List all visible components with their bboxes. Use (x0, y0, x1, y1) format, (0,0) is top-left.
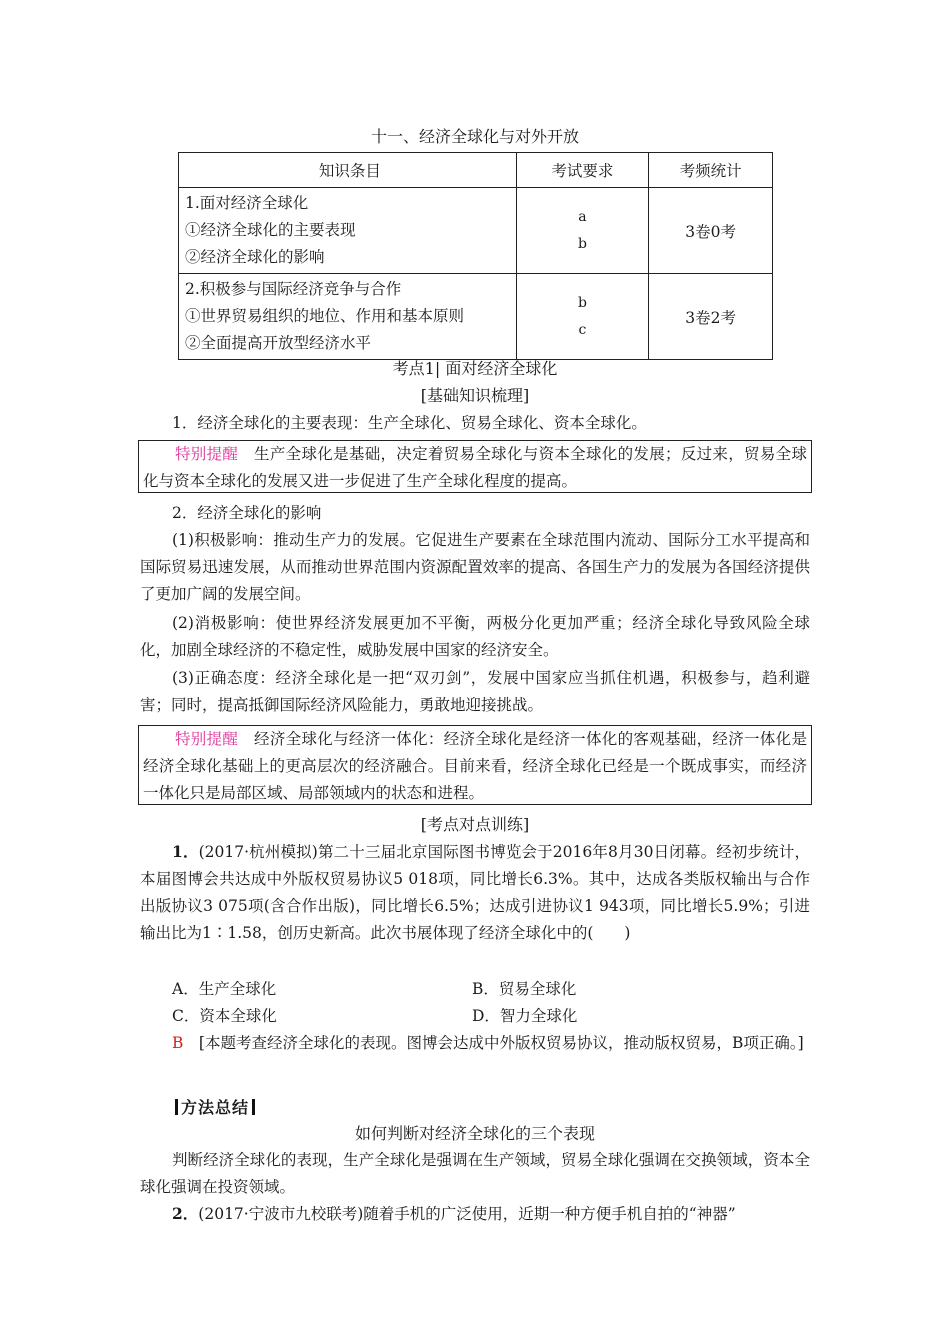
question-number: 1． (172, 842, 199, 861)
question-source: (2017·宁波市九校联考) (198, 1205, 364, 1223)
tip-box-1 (138, 440, 812, 493)
knowledge-table (178, 152, 773, 360)
table-cell-requirements (516, 274, 649, 360)
training-heading: [考点对点训练] (420, 815, 530, 834)
table-item: ①世界贸易组织的地位、作用和基本原则 (185, 307, 465, 325)
answer-explanation: [本题考查经济全球化的表现。图博会达成中外版权贸易协议，推动版权贸易，B项正确。] (198, 1034, 804, 1052)
question-source: (2017·杭州模拟) (198, 843, 318, 861)
table-cell-items (179, 188, 517, 274)
basic-knowledge-heading: [基础知识梳理] (420, 386, 530, 405)
point-2: 2．经济全球化的影响 (172, 504, 322, 522)
table-header: 考试要求 (516, 153, 649, 188)
table-header: 考频统计 (649, 153, 773, 188)
table-cell-frequency: 3卷2考 (649, 274, 773, 360)
table-row (179, 188, 773, 274)
effect-attitude: (3)正确态度：经济全球化是一把“双刃剑”，发展中国家应当抓住机遇，积极参与，趋利避害；同时，提高抵御国际经济风险能力，勇敢地迎接挑战。 (140, 669, 810, 714)
table-item: 1.面对经济全球化 (185, 194, 309, 212)
option-b: B．贸易全球化 (472, 980, 577, 998)
tip-label: 特别提醒 (175, 730, 239, 748)
effect-negative: (2)消极影响：使世界经济发展更加不平衡，两极分化更加严重；经济全球化导致风险全球化，加剧全球经济的不稳定性，威胁发展中国家的经济安全。 (140, 614, 810, 659)
question-stem: 随着手机的广泛使用，近期一种方便手机自拍的“神器” (363, 1205, 736, 1223)
table-header: 知识条目 (179, 153, 517, 188)
table-item: ②经济全球化的影响 (185, 248, 325, 266)
tip-text: 生产全球化是基础，决定着贸易全球化与资本全球化的发展；反过来，贸易全球化与资本全球化的发展又进一步促进了生产全球化程度的提高。 (143, 445, 807, 490)
point-1: 1．经济全球化的主要表现：生产全球化、贸易全球化、资本全球化。 (172, 414, 647, 432)
tip-label: 特别提醒 (175, 445, 239, 463)
bar-mark-left (175, 1099, 178, 1115)
option-a: A．生产全球化 (172, 980, 277, 998)
method-text: 判断经济全球化的表现，生产全球化是强调在生产领域，贸易全球化强调在交换领域，资本全球化强调在投资领域。 (140, 1151, 810, 1196)
tip-box-2 (138, 725, 812, 805)
table-requirement: c (578, 321, 587, 338)
table-requirement: a (578, 208, 587, 225)
topic-heading: 考点1| 面对经济全球化 (392, 359, 558, 378)
table-item: ①经济全球化的主要表现 (185, 221, 356, 239)
tip-text: 经济全球化与经济一体化：经济全球化是经济一体化的客观基础，经济一体化是经济全球化基础上的更高层次的经济融合。目前来看，经济全球化已经是一个既成事实，而经济一体化只是局部区域、局部领域内的状态和进程。 (143, 730, 807, 802)
effect-positive: (1)积极影响：推动生产力的发展。它促进生产要素在全球范围内流动、国际分工水平提高和国际贸易迅速发展，从而推动世界范围内资源配置效率的提高、各国生产力的发展为各国经济提供了更加广阔的发展空间。 (140, 531, 810, 603)
method-summary-label: 方法总结 (172, 1095, 258, 1118)
question-number: 2． (172, 1204, 199, 1223)
table-cell-items (179, 274, 517, 360)
table-row (179, 274, 773, 360)
answer-letter: B (172, 1034, 184, 1052)
option-c: C．资本全球化 (172, 1007, 277, 1025)
method-title: 如何判断对经济全球化的三个表现 (354, 1124, 595, 1143)
table-header-row (179, 153, 773, 188)
table-item: ②全面提高开放型经济水平 (185, 334, 372, 352)
bar-mark-right (252, 1099, 255, 1115)
question-1 (140, 838, 810, 947)
section-title: 十一、经济全球化与对外开放 (370, 127, 579, 146)
answer-block (140, 1030, 810, 1057)
option-d: D．智力全球化 (472, 1007, 578, 1025)
table-cell-frequency: 3卷0考 (649, 188, 773, 274)
table-requirement: b (577, 235, 587, 252)
table-item: 2.积极参与国际经济竞争与合作 (185, 280, 402, 298)
table-cell-requirements (516, 188, 649, 274)
table-requirement: b (577, 294, 587, 311)
question-2 (140, 1200, 810, 1228)
question-stem: 第二十三届北京国际图书博览会于2016年8月30日闭幕。经初步统计，本届图博会共达成中外版权贸易协议5 018项，同比增长6.3%。其中，达成各类版权输出与合作出版协议3 075项(含合作出版)，同比增长6.5%；达成引进协议1 943项，同比增长5.9%；引进输出比为1∶1.58，创历史新高。此次书展体现了经济全球化中的( ) (140, 843, 810, 942)
